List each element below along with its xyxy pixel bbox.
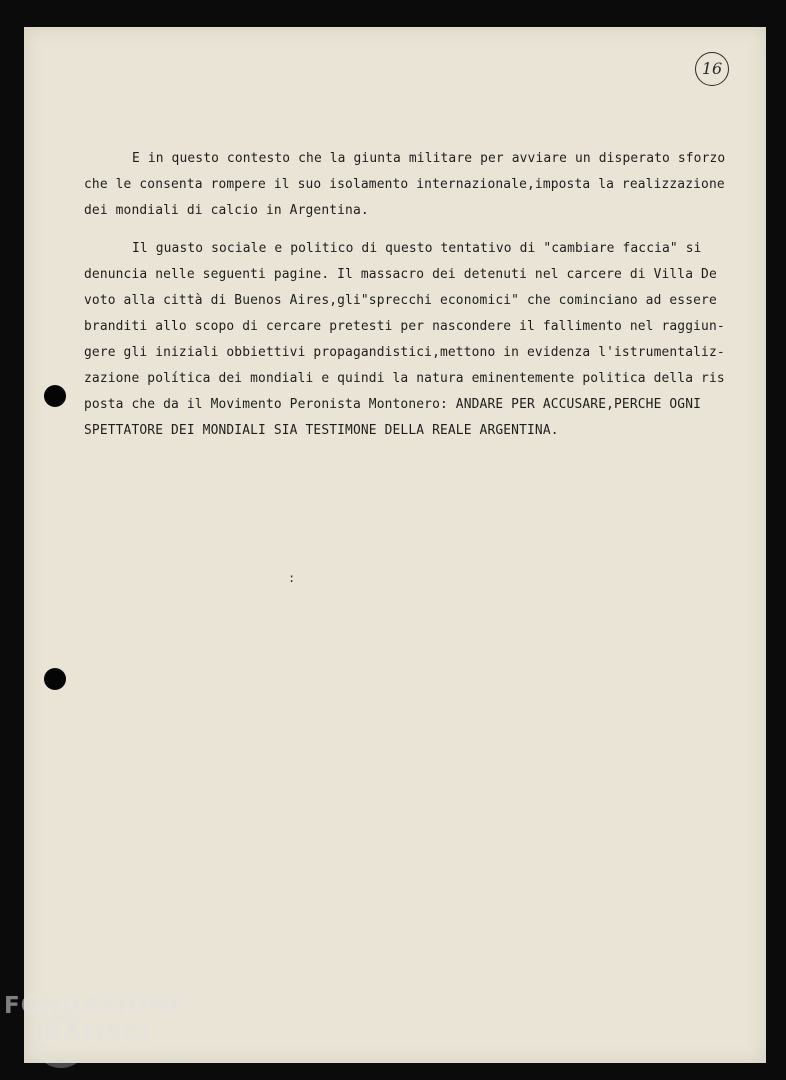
punch-hole-upper — [44, 385, 66, 407]
text-line: E in questo contesto che la giunta militare per avviare un disperato sforzo — [132, 151, 726, 166]
text-line: SPETTATORE DEI MONDIALI SIA TESTIMONE DELLA REALE ARGENTINA. — [84, 423, 559, 438]
text-line: gere gli iniziali obbiettivi propagandistici,mettono in evidenza l'istrumentaliz- — [84, 345, 725, 360]
watermark-logo — [4, 992, 194, 1061]
text-line: denuncia nelle seguenti pagine. Il massacro dei detenuti nel carcere di Villa De — [84, 267, 717, 282]
text-line: zazione política dei mondiali e quindi la natura eminentemente politica della ris — [84, 371, 725, 386]
page-number: 16 — [695, 52, 729, 86]
watermark-line2: RAMSCI — [44, 1021, 151, 1047]
punch-hole-lower — [44, 668, 66, 690]
watermark-g-icon — [34, 1014, 88, 1068]
watermark-sub: onlus — [164, 1048, 194, 1061]
text-line: dei mondiali di calcio in Argentina. — [84, 203, 369, 218]
typed-text — [84, 146, 734, 444]
text-line: posta che da il Movimento Peronista Montonero: ANDARE PER ACCUSARE,PERCHE OGNI — [84, 397, 702, 412]
ink-speck: : — [288, 571, 296, 585]
text-line: che le consenta rompere il suo isolamento internazionale,imposta la realizzazione — [84, 177, 725, 192]
text-line: Il guasto sociale e politico di questo tentativo di "cambiare faccia" si — [132, 241, 702, 256]
watermark-line1: FONDAZIONE — [4, 993, 186, 1019]
text-line: branditi allo scopo di cercare pretesti per nascondere il fallimento nel raggiun- — [84, 319, 725, 334]
text-line: voto alla città di Buenos Aires,gli"sprecchi economici" che cominciano ad essere — [84, 293, 717, 308]
